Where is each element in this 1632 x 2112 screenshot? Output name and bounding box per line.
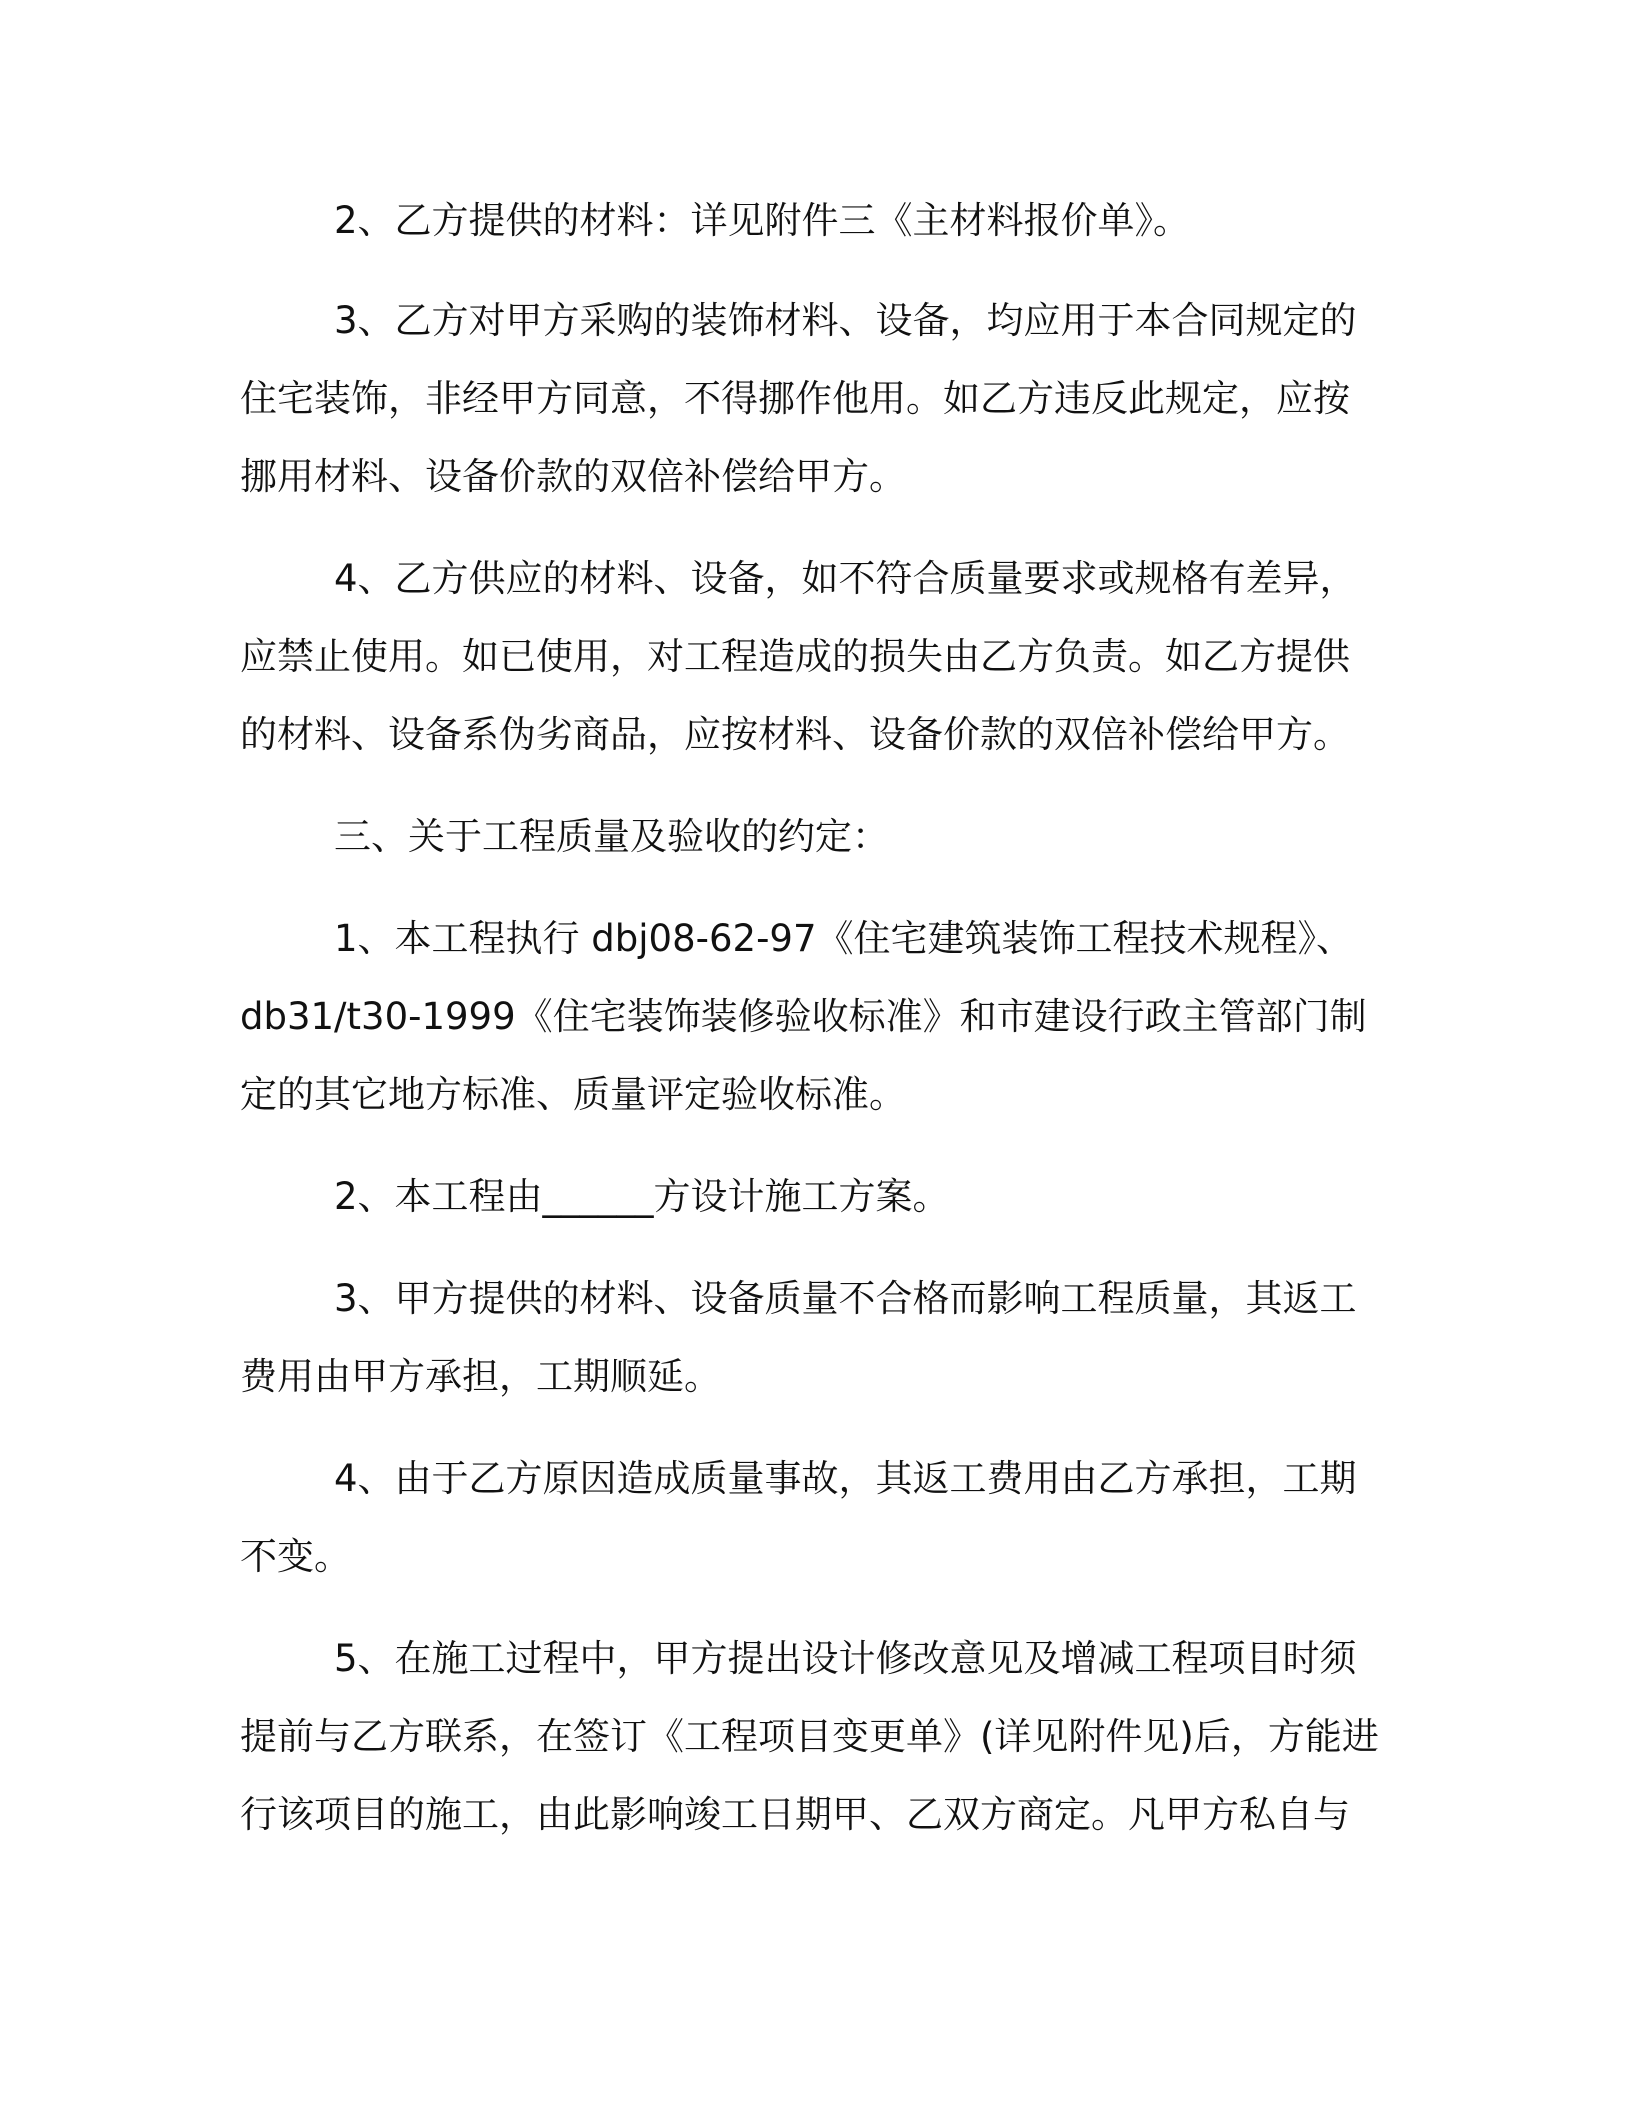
text-line: 5、在施工过程中，甲方提出设计修改意见及增减工程项目时须 [334,1637,1357,1680]
paragraph-design-changes [240,1620,1400,1854]
text-line: 三、关于工程质量及验收的约定： [334,815,889,858]
paragraph-materials-quality [240,540,1400,774]
text-line: 3、甲方提供的材料、设备质量不合格而影响工程质量，其返工 [334,1277,1357,1320]
text-line: 不变。 [240,1535,351,1578]
text-line: 的材料、设备系伪劣商品，应按材料、设备价款的双倍补偿给甲方。 [240,713,1350,756]
text-line: 4、由于乙方原因造成质量事故，其返工费用由乙方承担，工期 [334,1457,1357,1500]
text-line: 2、本工程由______方设计施工方案。 [334,1175,950,1218]
text-line: 1、本工程执行 dbj08-62-97《住宅建筑装饰工程技术规程》、 [334,917,1353,960]
text-line: 费用由甲方承担，工期顺延。 [240,1355,721,1398]
text-line: 2、乙方提供的材料：详见附件三《主材料报价单》。 [334,199,1191,242]
text-line: 挪用材料、设备价款的双倍补偿给甲方。 [240,455,906,498]
text-line: 3、乙方对甲方采购的装饰材料、设备，均应用于本合同规定的 [334,299,1357,342]
paragraph-party-b-rework [240,1440,1400,1596]
paragraph-standards [240,900,1400,1134]
paragraph-materials-supplied-by-b [240,182,1400,260]
text-line: 定的其它地方标准、质量评定验收标准。 [240,1073,906,1116]
text-line: 住宅装饰，非经甲方同意，不得挪作他用。如乙方违反此规定，应按 [240,377,1350,420]
text-line: db31/t30-1999《住宅装饰装修验收标准》和市建设行政主管部门制 [240,995,1367,1038]
text-line: 4、乙方供应的材料、设备，如不符合质量要求或规格有差异， [334,557,1357,600]
text-line: 提前与乙方联系，在签订《工程项目变更单》(详见附件见)后，方能进 [240,1715,1379,1758]
paragraph-design-party [240,1158,1400,1236]
text-line: 行该项目的施工，由此影响竣工日期甲、乙双方商定。凡甲方私自与 [240,1793,1350,1836]
text-line: 应禁止使用。如已使用，对工程造成的损失由乙方负责。如乙方提供 [240,635,1350,678]
paragraph-party-a-rework [240,1260,1400,1416]
paragraph-materials-use-restriction [240,282,1400,516]
section-heading-quality-acceptance [240,798,1400,876]
